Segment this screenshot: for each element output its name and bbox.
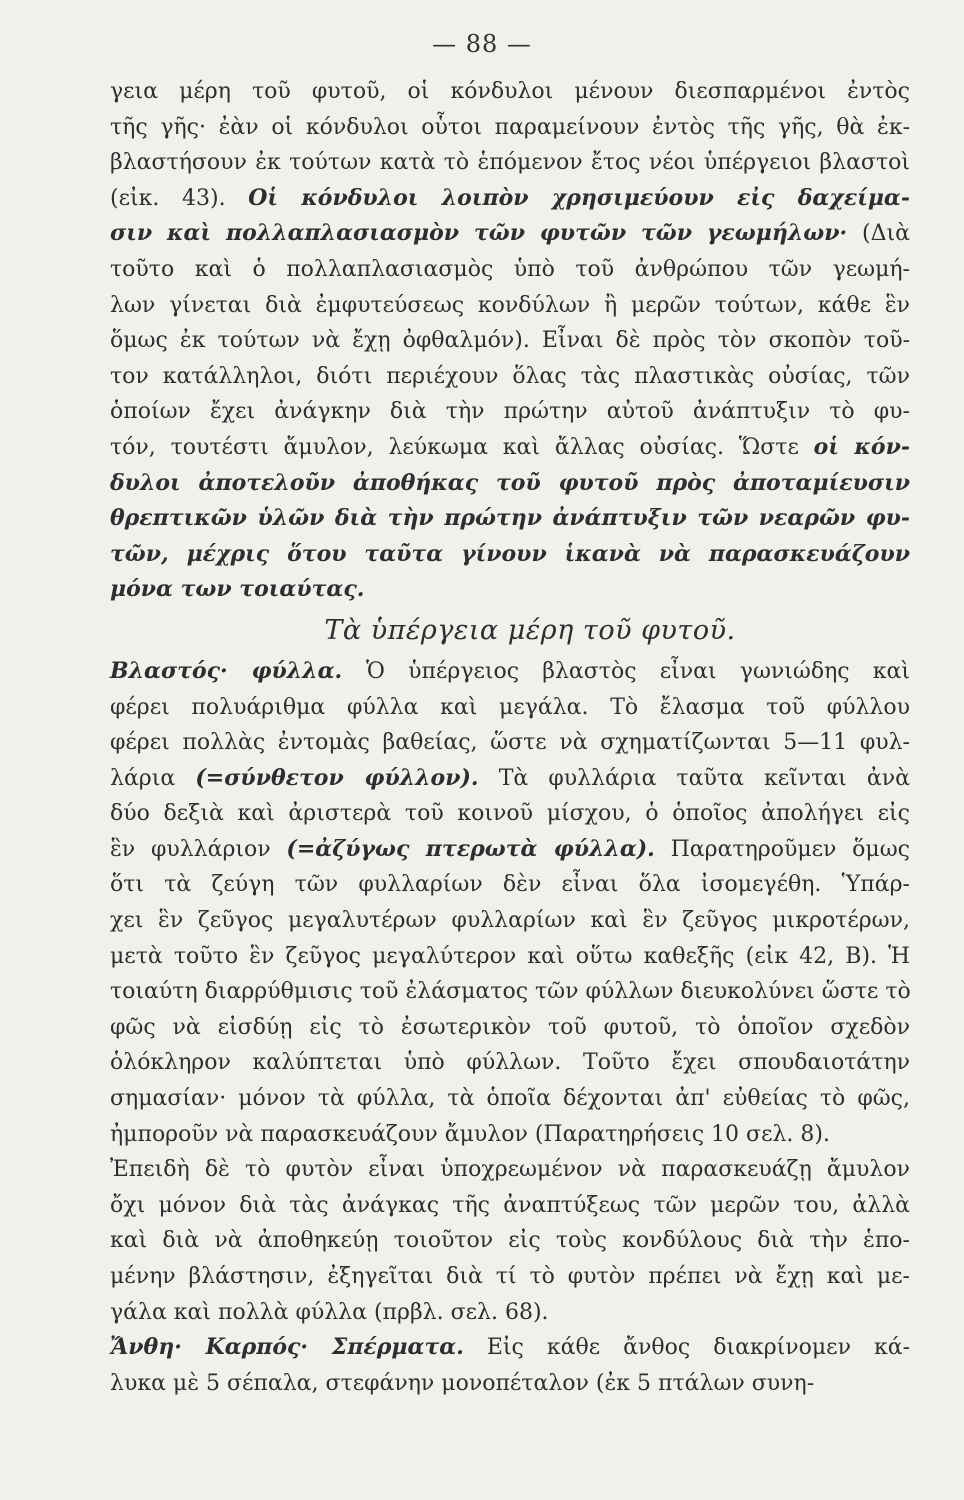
- text-span: τοιαύτη διαρρύθμισις τοῦ ἐλάσματος τῶν φύλλων διευκολύνει ὥστε τὸ: [110, 979, 911, 1005]
- text-span: Παρατηροῦμεν ὅμως: [654, 836, 910, 862]
- text-span: (Διὰ: [862, 221, 910, 247]
- text-span: βλαστήσουν ἐκ τούτων κατὰ τὸ ἑπόμενον ἔτος νέοι ὑπέργειοι βλαστοὶ: [110, 150, 910, 176]
- text-line: [110, 1117, 910, 1153]
- text-span: φέρει πολυάριθμα φύλλα καὶ μεγάλα. Τὸ ἔλασμα τοῦ φύλλου: [110, 694, 910, 720]
- text-span: τον κατάλληλοι, διότι περιέχουν ὅλας τὰς πλαστικὰς οὐσίας, τῶν: [110, 363, 910, 389]
- text-span: Τὰ φυλλάρια ταῦτα κεῖνται ἀνὰ: [478, 765, 911, 791]
- text-line: [110, 1330, 910, 1366]
- text-span: ὅμως ἐκ τούτων νὰ ἔχῃ ὀφθαλμόν). Εἶναι δὲ πρὸς τὸν σκοπὸν τοῦ-: [110, 328, 910, 354]
- text-span: γάλα καὶ πολλὰ φύλλα (πρβλ. σελ. 68).: [110, 1299, 549, 1325]
- text-line: [110, 1081, 910, 1117]
- text-line: [110, 74, 910, 110]
- text-span: μένην βλάστησιν, ἐξηγεῖται διὰ τί τὸ φυτὸν πρέπει νὰ ἔχῃ καὶ με-: [110, 1264, 910, 1289]
- text-line: [110, 145, 910, 181]
- text-line: [110, 974, 910, 1010]
- emphasis-text: Ἄνθη· Καρπός· Σπέρματα.: [110, 1334, 464, 1361]
- emphasis-text: Οἱ κόνδυλοι λοιπὸν χρησιμεύουν εἰς δαχείμα-: [248, 184, 910, 211]
- text-line: [110, 288, 910, 324]
- section-heading: [110, 608, 910, 654]
- text-span: ὁποίων ἔχει ἀνάγκην διὰ τὴν πρώτην αὐτοῦ ἀνάπτυξιν τὸ φυ-: [110, 399, 910, 425]
- emphasis-text: θρεπτικῶν ὑλῶν διὰ τὴν πρώτην ἀνάπτυξιν τῶν νεαρῶν φυ-: [110, 505, 910, 532]
- text-span: λων γίνεται διὰ ἐμφυτεύσεως κονδύλων ἢ μερῶν τούτων, κάθε ἓν: [110, 292, 910, 318]
- emphasis-text: Βλαστός· φύλλα.: [110, 657, 367, 684]
- text-line: [110, 394, 910, 430]
- text-line: [110, 1152, 910, 1188]
- emphasis-text: δυλοι ἀποτελοῦν ἀποθήκας τοῦ φυτοῦ πρὸς ἀποταμίευσιν: [110, 469, 910, 496]
- text-line: [110, 654, 910, 690]
- text-span: ὅτι τὰ ζεύγη τῶν φυλλαρίων δὲν εἶναι ὅλα ἰσομεγέθη. Ὑπάρ-: [110, 872, 910, 898]
- text-span: Τὰ ὑπέργεια μέρη τοῦ φυτοῦ.: [324, 614, 736, 646]
- text-line: [110, 323, 910, 359]
- text-line: [110, 1188, 910, 1224]
- text-span: γεια μέρη τοῦ φυτοῦ, οἱ κόνδυλοι μένουν διεσπαρμένοι ἐντὸς: [110, 79, 910, 104]
- text-line: [110, 939, 910, 975]
- text-span: τοῦτο καὶ ὁ πολλαπλασιασμὸς ὑπὸ τοῦ ἀνθρώπου τῶν γεωμή-: [110, 256, 910, 282]
- body-text: [110, 74, 910, 1401]
- text-span: Εἰς κάθε ἄνθος διακρίνομεν κά-: [463, 1335, 911, 1361]
- text-line: [110, 867, 910, 903]
- text-line: [110, 1259, 910, 1295]
- text-line: [110, 1045, 910, 1081]
- text-line: [110, 796, 910, 832]
- text-span: ὁλόκληρον καλύπτεται ὑπὸ φύλλων. Τοῦτο ἔχει σπουδαιοτάτην: [110, 1050, 910, 1076]
- text-line: [110, 1223, 910, 1259]
- emphasis-text: μόνα των τοιαύτας.: [110, 576, 365, 603]
- text-span: καὶ διὰ νὰ ἀποθηκεύῃ τοιοῦτον εἰς τοὺς κονδύλους διὰ τὴν ἑπο-: [110, 1228, 910, 1254]
- text-span: τῆς γῆς· ἐὰν οἱ κόνδυλοι οὗτοι παραμείνουν ἐντὸς τῆς γῆς, θὰ ἐκ-: [110, 114, 910, 140]
- text-span: τόν, τουτέστι ἄμυλον, λεύκωμα καὶ ἄλλας οὐσίας. Ὥστε: [110, 434, 814, 460]
- emphasis-text: τῶν, μέχρις ὅτου ταῦτα γίνουν ἱκανὰ νὰ παρασκευάζουν: [110, 540, 910, 567]
- text-line: [110, 1010, 910, 1046]
- text-line: [110, 761, 910, 797]
- text-line: [110, 110, 910, 146]
- text-line: [110, 430, 910, 466]
- text-span: φῶς νὰ εἰσδύῃ εἰς τὸ ἐσωτερικὸν τοῦ φυτοῦ, τὸ ὁποῖον σχεδὸν: [110, 1014, 910, 1040]
- text-line: [110, 572, 910, 608]
- text-span: Ἐπειδὴ δὲ τὸ φυτὸν εἶναι ὑποχρεωμένον νὰ παρασκευάζῃ ἄμυλον: [110, 1157, 910, 1183]
- text-span: φέρει πολλὰς ἐντομὰς βαθείας, ὥστε νὰ σχηματίζωνται 5—11 φυλ-: [110, 730, 910, 756]
- text-line: [110, 1295, 910, 1331]
- text-line: [110, 1366, 910, 1402]
- text-line: [110, 466, 910, 502]
- text-span: λυκα μὲ 5 σέπαλα, στεφάνην μονοπέταλον (ἐκ 5 πτάλων συνη-: [110, 1370, 815, 1396]
- text-line: [110, 181, 910, 217]
- text-line: [110, 832, 910, 868]
- emphasis-text: (=ἀζύγως πτερωτὰ φύλλα).: [286, 835, 655, 862]
- emphasis-text: οἱ κόν-: [813, 433, 910, 460]
- text-line: [110, 216, 910, 252]
- text-line: [110, 903, 910, 939]
- text-span: ὄχι μόνον διὰ τὰς ἀνάγκας τῆς ἀναπτύξεως τῶν μερῶν του, ἀλλὰ: [110, 1192, 910, 1218]
- text-line: [110, 690, 910, 726]
- text-line: [110, 252, 910, 288]
- text-span: ἠμποροῦν νὰ παρασκευάζουν ἄμυλον (Παρατηρήσεις 10 σελ. 8).: [110, 1121, 830, 1147]
- text-line: [110, 537, 910, 573]
- emphasis-text: (=σύνθετον φύλλον).: [195, 764, 479, 791]
- text-span: (εἰκ. 43).: [110, 185, 249, 211]
- page-number: — 88 —: [432, 30, 532, 58]
- text-line: [110, 359, 910, 395]
- text-line: [110, 501, 910, 537]
- text-line: [110, 725, 910, 761]
- text-span: χει ἓν ζεῦγος μεγαλυτέρων φυλλαρίων καὶ ἓν ζεῦγος μικροτέρων,: [110, 908, 910, 934]
- text-span: Ὁ ὑπέργειος βλαστὸς εἶναι γωνιώδης καὶ: [366, 658, 910, 684]
- text-span: ἓν φυλλάριον: [110, 836, 287, 862]
- text-span: δύο δεξιὰ καὶ ἀριστερὰ τοῦ κοινοῦ μίσχου, ὁ ὁποῖος ἀπολήγει εἰς: [110, 801, 910, 827]
- text-span: λάρια: [110, 765, 196, 791]
- emphasis-text: σιν καὶ πολλαπλασιασμὸν τῶν φυτῶν τῶν γεωμήλων·: [110, 220, 863, 247]
- text-span: σημασίαν· μόνον τὰ φύλλα, τὰ ὁποῖα δέχονται ἀπ' εὐθείας τὸ φῶς,: [110, 1086, 910, 1112]
- text-span: μετὰ τοῦτο ἓν ζεῦγος μεγαλύτερον καὶ οὕτω καθεξῆς (εἰκ 42, Β). Ἡ: [110, 943, 910, 969]
